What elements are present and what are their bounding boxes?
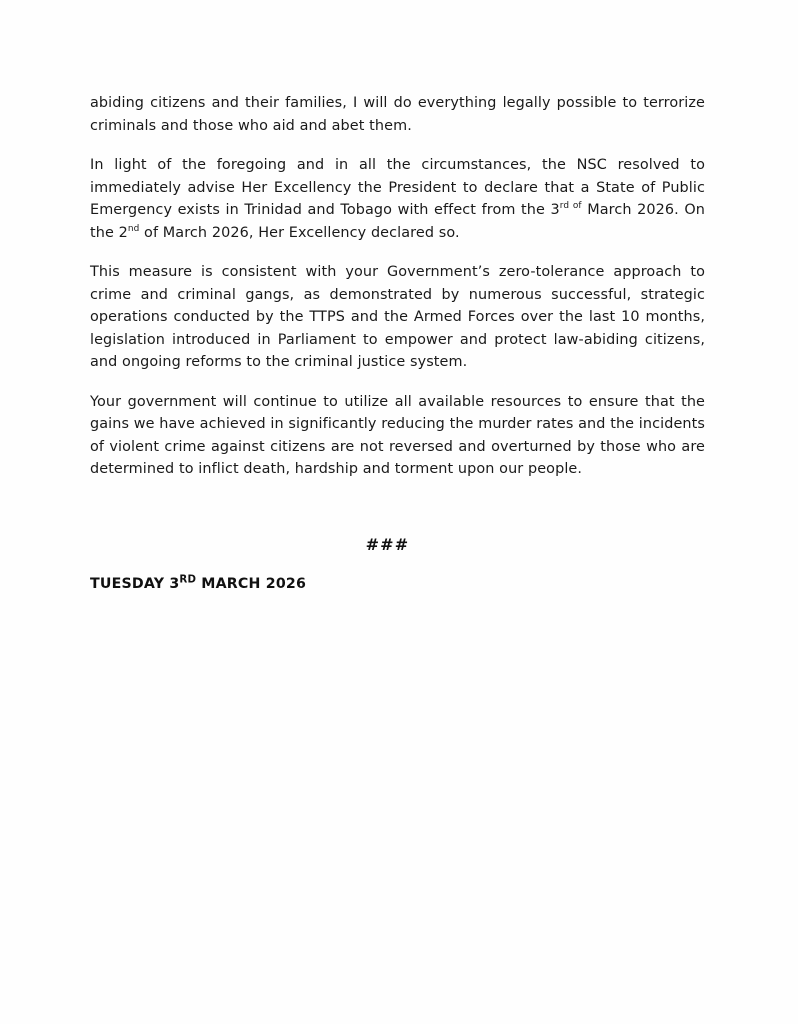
paragraph-4 — [90, 391, 705, 481]
date-line-ordinal: RD — [179, 573, 197, 585]
end-of-release-mark: ### — [365, 534, 410, 554]
paragraph-1-text: abiding citizens and their families, I will do everything legally possible to terrorize criminals and those who aid and abet them. — [90, 95, 705, 134]
paragraph-2-ordinal-3rd: rd of — [559, 201, 582, 212]
document-body — [90, 92, 705, 592]
date-line-prefix: TUESDAY 3 — [90, 575, 180, 592]
paragraph-2-text-b: March 2026. On the 2 — [90, 202, 705, 241]
date-line-suffix: MARCH 2026 — [196, 575, 307, 592]
paragraph-3-text: This measure is consistent with your Government’s zero-tolerance approach to crime and criminal gangs, as demonstrated by numerous successful, strategic operations conducted by the TTPS and the Armed Forces over the last 10 months, legislation introduced in Parliament to empower and protect law-abiding citizens, and ongoing reforms to the criminal justice system. — [90, 264, 705, 370]
date-line — [90, 573, 705, 592]
paragraph-2-text-c: of March 2026, Her Excellency declared so. — [139, 224, 460, 241]
paragraph-2-ordinal-2nd: nd — [127, 223, 140, 234]
paragraph-2-text-a: In light of the foregoing and in all the circumstances, the NSC resolved to immediately advise Her Excellency the President to declare that a State of Public Emergency exists in Trinidad and Tobago with effect from the 3 — [90, 157, 705, 218]
paragraph-4-text: Your government will continue to utilize all available resources to ensure that the gains we have achieved in significantly reducing the murder rates and the incidents of violent crime against citizens are not reversed and overturned by those who are determined to inflict death, hardship and torment upon our people. — [90, 393, 705, 477]
paragraph-2 — [90, 154, 705, 244]
paragraph-3 — [90, 261, 705, 374]
paragraph-1 — [90, 92, 705, 137]
